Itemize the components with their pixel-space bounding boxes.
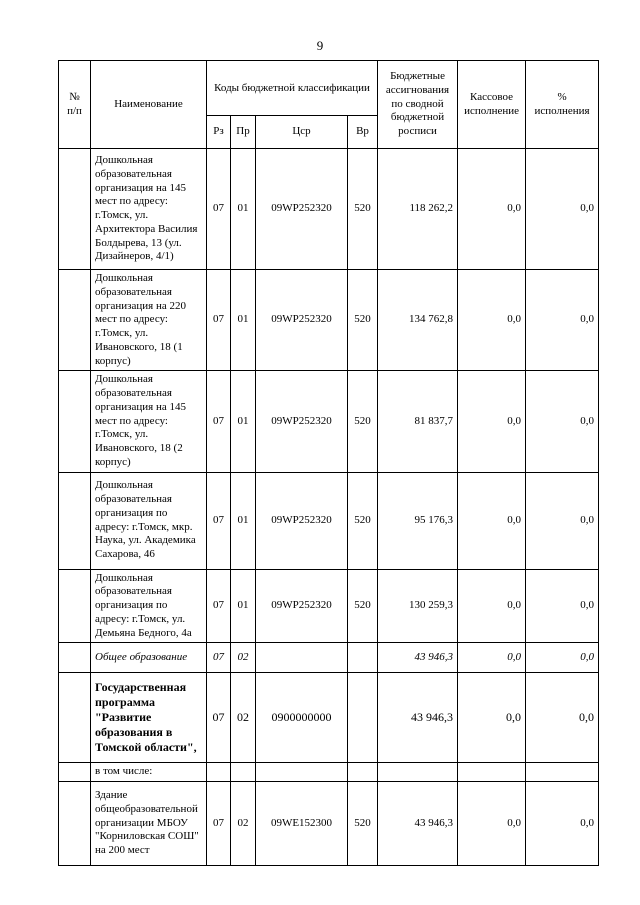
row-name: в том числе:	[91, 763, 207, 782]
header-pr: Пр	[231, 116, 256, 149]
row-percent: 0,0	[526, 643, 599, 673]
row-vr: 520	[348, 149, 378, 270]
row-name: Здание общеобразовательной организации МБОУ "Корниловская СОШ" на 200 мест	[91, 782, 207, 866]
table-row	[59, 569, 599, 643]
row-name: Дошкольная образовательная организация по адресу: г.Томск, мкр. Наука, ул. Академика Сахарова, 46	[91, 472, 207, 569]
row-num	[59, 270, 91, 371]
table-row	[59, 371, 599, 472]
row-pr: 02	[231, 673, 256, 763]
table-row	[59, 149, 599, 270]
row-vr: 520	[348, 569, 378, 643]
row-percent: 0,0	[526, 673, 599, 763]
row-rz: 07	[207, 643, 231, 673]
row-budget: 134 762,8	[378, 270, 458, 371]
header-csr: Цср	[256, 116, 348, 149]
row-csr	[256, 643, 348, 673]
row-cash: 0,0	[458, 673, 526, 763]
table-row	[59, 782, 599, 866]
row-csr: 0900000000	[256, 673, 348, 763]
row-csr: 09WP252320	[256, 371, 348, 472]
header-cash: Кассовое исполнение	[458, 61, 526, 149]
row-cash: 0,0	[458, 371, 526, 472]
row-num	[59, 763, 91, 782]
row-num	[59, 371, 91, 472]
row-budget: 118 262,2	[378, 149, 458, 270]
row-cash: 0,0	[458, 472, 526, 569]
header-percent: % исполнения	[526, 61, 599, 149]
page-number: 9	[316, 38, 324, 53]
row-budget: 95 176,3	[378, 472, 458, 569]
row-csr: 09WP252320	[256, 149, 348, 270]
row-rz: 07	[207, 472, 231, 569]
row-vr	[348, 673, 378, 763]
row-percent: 0,0	[526, 371, 599, 472]
table-row-subtitle	[59, 763, 599, 782]
row-name: Дошкольная образовательная организация на 145 мест по адресу: г.Томск, ул. Архитектора Василия Болдырева, 13 (ул. Дизайнеров, 4/1)	[91, 149, 207, 270]
header-rz: Рз	[207, 116, 231, 149]
row-cash: 0,0	[458, 643, 526, 673]
row-cash: 0,0	[458, 569, 526, 643]
row-pr: 02	[231, 782, 256, 866]
header-num: № п/п	[59, 61, 91, 149]
row-pr: 01	[231, 371, 256, 472]
header-vr: Вр	[348, 116, 378, 149]
row-name: Дошкольная образовательная организация по адресу: г.Томск, ул. Демьяна Бедного, 4а	[91, 569, 207, 643]
row-num	[59, 149, 91, 270]
row-cash: 0,0	[458, 149, 526, 270]
table-row	[59, 472, 599, 569]
row-vr: 520	[348, 472, 378, 569]
row-csr: 09WP252320	[256, 472, 348, 569]
row-budget: 43 946,3	[378, 643, 458, 673]
row-percent: 0,0	[526, 472, 599, 569]
row-rz: 07	[207, 270, 231, 371]
row-rz: 07	[207, 569, 231, 643]
row-num	[59, 782, 91, 866]
row-pr: 01	[231, 270, 256, 371]
row-percent: 0,0	[526, 149, 599, 270]
header-budget: Бюджетные ассигнования по сводной бюджетной росписи	[378, 61, 458, 149]
table-row-program	[59, 673, 599, 763]
row-pr: 01	[231, 149, 256, 270]
row-budget: 43 946,3	[378, 673, 458, 763]
row-budget: 130 259,3	[378, 569, 458, 643]
row-vr: 520	[348, 270, 378, 371]
row-csr: 09WE152300	[256, 782, 348, 866]
row-csr: 09WP252320	[256, 569, 348, 643]
row-num	[59, 643, 91, 673]
row-name: Дошкольная образовательная организация на 145 мест по адресу: г.Томск, ул. Ивановского, 18 (2 корпус)	[91, 371, 207, 472]
row-rz: 07	[207, 371, 231, 472]
row-num	[59, 472, 91, 569]
budget-table	[58, 60, 599, 866]
row-name: Государственная программа "Развитие образования в Томской области",	[91, 673, 207, 763]
header-row	[59, 61, 599, 116]
row-budget: 43 946,3	[378, 782, 458, 866]
row-name: Общее образование	[91, 643, 207, 673]
header-codes: Коды бюджетной классификации	[207, 61, 378, 116]
row-percent: 0,0	[526, 569, 599, 643]
table-row-section	[59, 643, 599, 673]
row-pr: 01	[231, 569, 256, 643]
row-num	[59, 673, 91, 763]
row-budget: 81 837,7	[378, 371, 458, 472]
row-num	[59, 569, 91, 643]
row-pr: 01	[231, 472, 256, 569]
row-pr: 02	[231, 643, 256, 673]
row-rz: 07	[207, 149, 231, 270]
header-name: Наименование	[91, 61, 207, 149]
row-percent: 0,0	[526, 782, 599, 866]
row-vr: 520	[348, 371, 378, 472]
row-cash: 0,0	[458, 782, 526, 866]
table-row	[59, 270, 599, 371]
row-vr: 520	[348, 782, 378, 866]
row-vr	[348, 643, 378, 673]
row-rz: 07	[207, 673, 231, 763]
row-rz: 07	[207, 782, 231, 866]
row-cash: 0,0	[458, 270, 526, 371]
row-percent: 0,0	[526, 270, 599, 371]
row-csr: 09WP252320	[256, 270, 348, 371]
row-name: Дошкольная образовательная организация на 220 мест по адресу: г.Томск, ул. Ивановского, 18 (1 корпус)	[91, 270, 207, 371]
